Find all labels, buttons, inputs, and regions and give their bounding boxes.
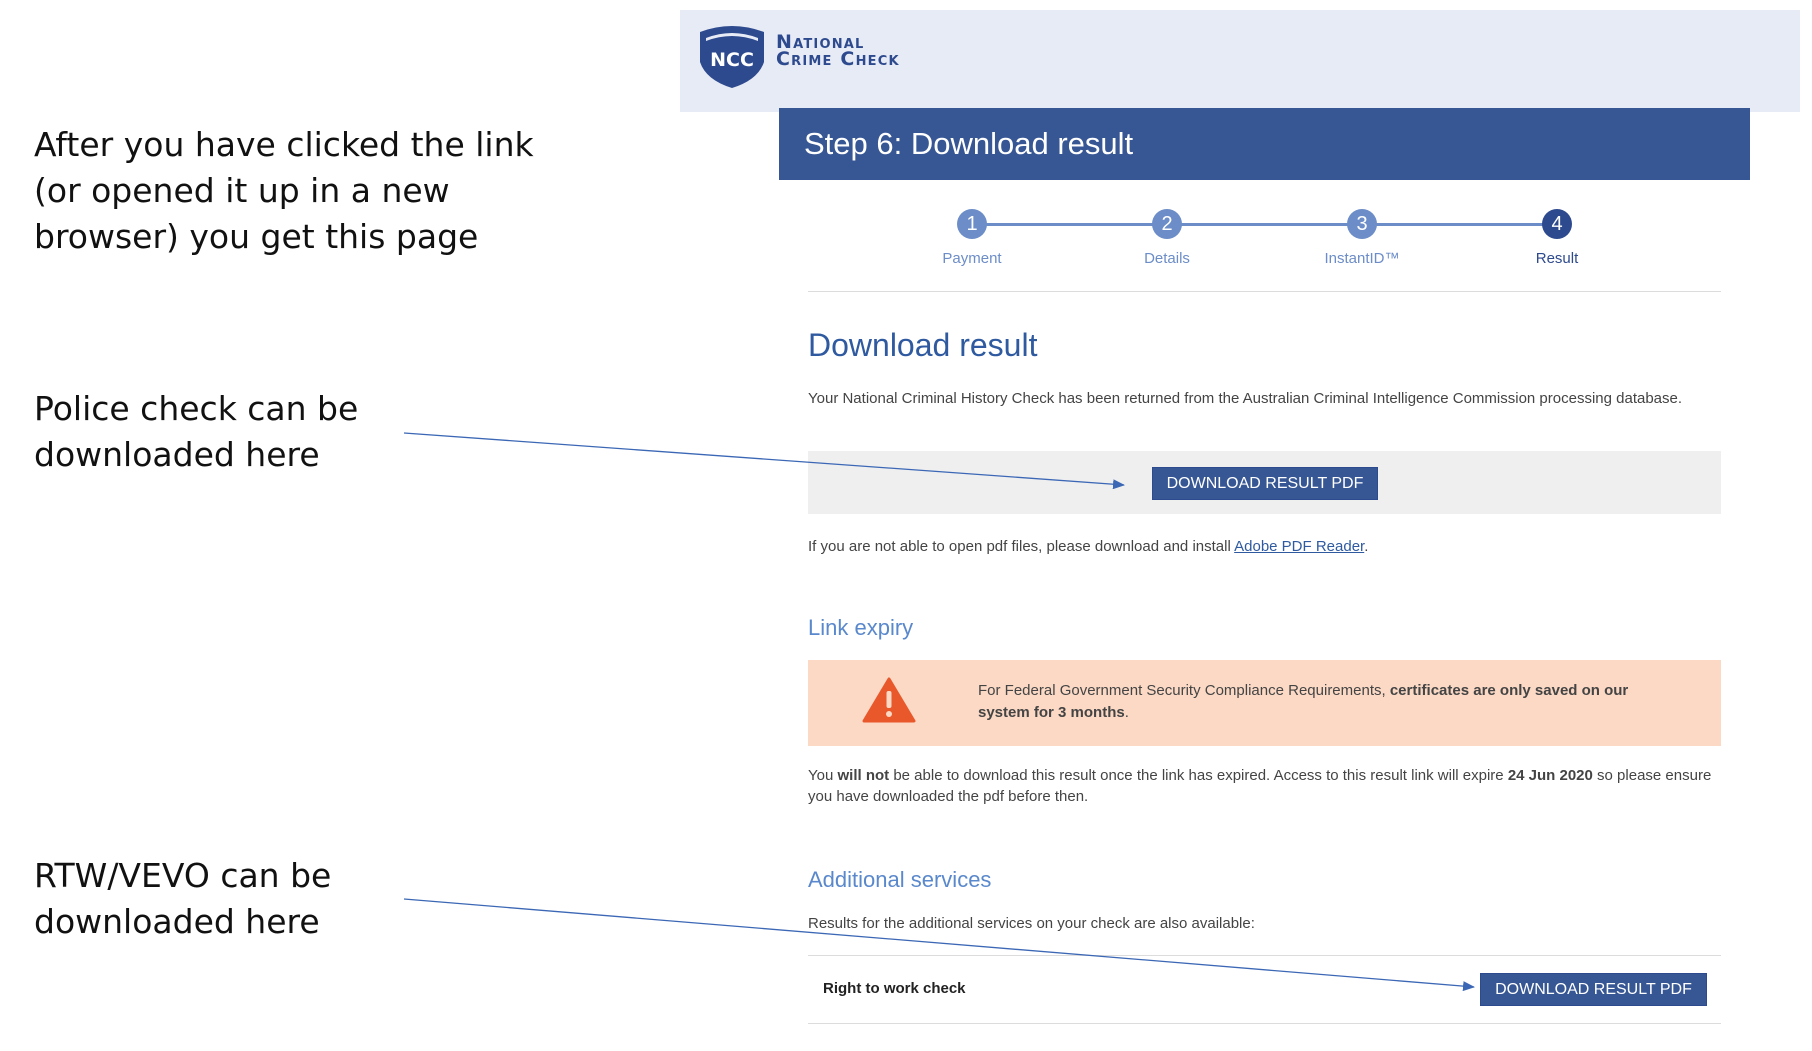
step-number: 4: [1542, 209, 1572, 239]
pdf-note-end: .: [1364, 538, 1369, 555]
download-result-pdf-button[interactable]: DOWNLOAD RESULT PDF: [1152, 467, 1378, 500]
link-expiry-heading: Link expiry: [808, 615, 914, 640]
download-description: Your National Criminal History Check has been returned from the Australian Criminal Intelligence Commission processing database.: [808, 390, 1683, 407]
additional-services-description: Results for the additional services on your check are also available:: [808, 915, 1255, 932]
expiry-will-not: will not: [837, 767, 890, 784]
annotation-line: downloaded here: [34, 902, 320, 941]
annotation-line: RTW/VEVO can be: [34, 856, 332, 895]
step-number: 2: [1152, 209, 1182, 239]
step-number: 3: [1347, 209, 1377, 239]
annotation-line: browser) you get this page: [34, 217, 479, 256]
warning-bold-text: certificates are only saved on our system for 3 months: [978, 682, 1629, 721]
annotation-line: Police check can be: [34, 389, 359, 428]
step-title: Step 6: Download result: [804, 126, 1134, 161]
logo-line-2: Crime Check: [776, 48, 900, 70]
additional-services-heading: Additional services: [808, 867, 992, 892]
arrow-to-rtw: [404, 899, 1474, 987]
expiry-date: 24 Jun 2020: [1507, 767, 1593, 784]
expiry-text: so please ensure you have downloaded the pdf before then.: [808, 767, 1712, 805]
adobe-pdf-reader-link[interactable]: Adobe PDF Reader: [1234, 538, 1365, 555]
pdf-note-text: If you are not able to open pdf files, please download and install: [808, 538, 1235, 555]
step-label: Details: [1144, 250, 1190, 267]
logo-mark: NCC: [710, 49, 754, 71]
arrow-to-police-check: [404, 433, 1124, 485]
right-to-work-label: Right to work check: [823, 980, 966, 997]
annotation-line: After you have clicked the link: [34, 125, 534, 164]
step-label: InstantID™: [1324, 250, 1400, 267]
warning-text: For Federal Government Security Compliance Requirements,: [978, 682, 1390, 699]
step-label: Payment: [942, 250, 1002, 267]
download-heading: Download result: [808, 327, 1038, 363]
rtw-download-result-pdf-button[interactable]: DOWNLOAD RESULT PDF: [1480, 973, 1707, 1006]
step-number: 1: [957, 209, 987, 239]
logo-line-1: National: [776, 31, 865, 53]
annotation-line: downloaded here: [34, 435, 320, 474]
expiry-text: You: [808, 767, 838, 784]
step-label: Result: [1535, 250, 1579, 267]
annotation-line: (or opened it up in a new: [34, 171, 450, 210]
warning-end: .: [1124, 704, 1129, 721]
expiry-text: be able to download this result once the link has expired. Access to this result link will expire: [889, 767, 1508, 784]
